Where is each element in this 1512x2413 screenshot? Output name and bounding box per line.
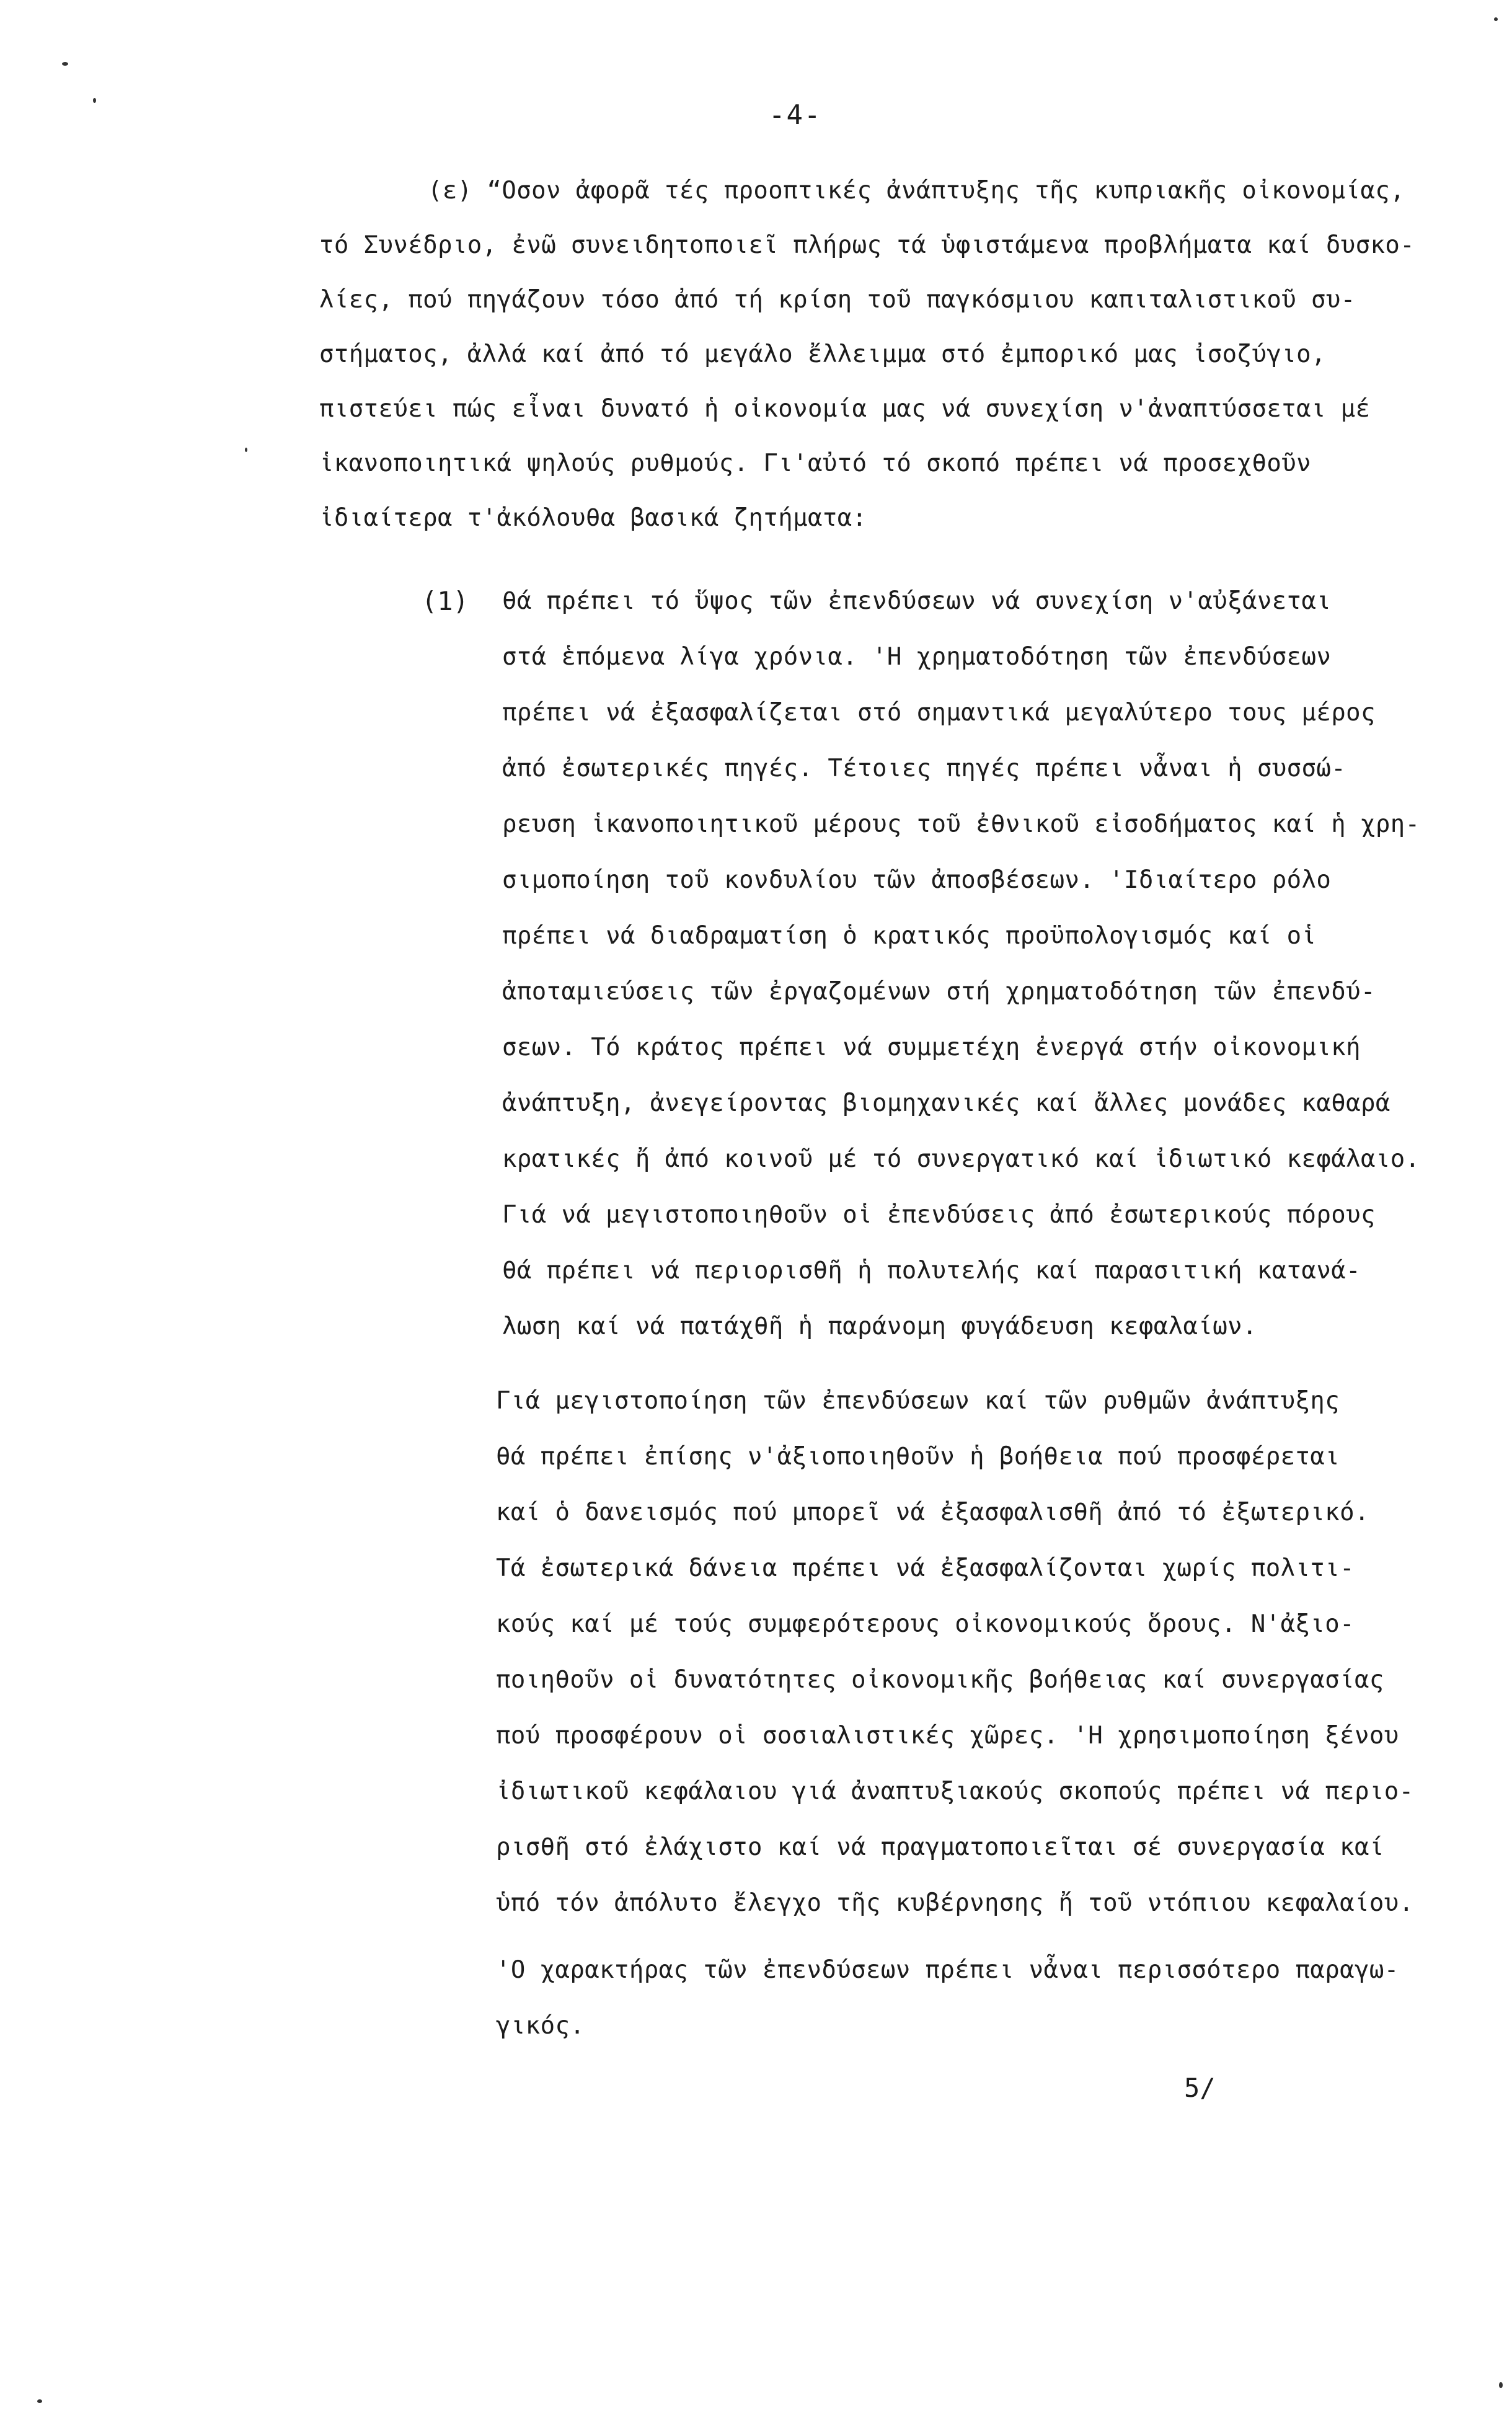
continuation-marker: 5/ [1184, 2073, 1216, 2103]
text-line: σιμοποίηση τοῦ κονδυλίου τῶν ἀποσβέσεων. 'Ιδιαίτερο ρόλο [502, 866, 1332, 894]
text-line: ἀπό ἐσωτερικές πηγές. Τέτοιες πηγές πρέπει νἆναι ἡ συσσώ- [502, 755, 1346, 782]
scan-speck [245, 448, 247, 452]
scan-speck [1494, 17, 1498, 21]
scan-speck [93, 98, 96, 103]
text-line: ρευση ἱκανοποιητικοῦ μέρους τοῦ ἐθνικοῦ εἰσοδήματος καί ἡ χρη- [502, 810, 1420, 838]
text-line: ποιηθοῦν οἱ δυνατότητες οἰκονομικῆς βοήθειας καί συνεργασίας [496, 1666, 1384, 1694]
text-line: καί ὁ δανεισμός πού μπορεῖ νά ἐξασφαλισθῆ ἀπό τό ἐξωτερικό. [496, 1499, 1369, 1526]
text-line: (ε) “Οσον ἀφορᾶ τές προοπτικές ἀνάπτυξης τῆς κυπριακῆς οἰκονομίας, [428, 177, 1405, 205]
scan-speck [37, 2399, 42, 2403]
text-line: ἰδιαίτερα τ'ἀκόλουθα βασικά ζητήματα: [319, 504, 867, 532]
text-line: λίες, πού πηγάζουν τόσο ἀπό τή κρίση τοῦ παγκόσμιου καπιταλιστικοῦ συ- [319, 286, 1356, 314]
item-marker: (1) [422, 586, 469, 616]
text-line: γικός. [496, 2012, 585, 2040]
text-line: ὑπό τόν ἀπόλυτο ἔλεγχο τῆς κυβέρνησης ἤ τοῦ ντόπιου κεφαλαίου. [496, 1889, 1414, 1917]
text-line: πρέπει νά ἐξασφαλίζεται στό σημαντικά μεγαλύτερο τους μέρος [502, 699, 1376, 727]
text-line: θά πρέπει νά περιορισθῆ ἡ πολυτελής καί παρασιτική κατανά- [502, 1257, 1361, 1285]
text-line: στήματος, ἀλλά καί ἀπό τό μεγάλο ἔλλειμμα στό ἐμπορικό μας ἰσοζύγιο, [319, 340, 1326, 368]
text-line: πού προσφέρουν οἱ σοσιαλιστικές χῶρες. 'Η χρησιμοποίηση ξένου [496, 1722, 1399, 1750]
text-line: κούς καί μέ τούς συμφερότερους οἰκονομικούς ὅρους. Ν'ἀξιο- [496, 1610, 1355, 1638]
page-number: -4- [769, 99, 822, 131]
text-line: σεων. Τό κράτος πρέπει νά συμμετέχη ἐνεργά στήν οἰκονομική [502, 1034, 1361, 1061]
text-line: κρατικές ἤ ἀπό κοινοῦ μέ τό συνεργατικό καί ἰδιωτικό κεφάλαιο. [502, 1145, 1420, 1173]
text-line: ἰδιωτικοῦ κεφάλαιου γιά ἀναπτυξιακούς σκοπούς πρέπει νά περιο- [496, 1778, 1414, 1805]
text-line: λωση καί νά πατάχθῆ ἡ παράνομη φυγάδευση κεφαλαίων. [502, 1313, 1257, 1340]
scan-speck [62, 62, 68, 66]
text-line: Γιά μεγιστοποίηση τῶν ἐπενδύσεων καί τῶν ρυθμῶν ἀνάπτυξης [496, 1387, 1340, 1415]
text-line: ρισθῆ στό ἐλάχιστο καί νά πραγματοποιεῖται σέ συνεργασία καί [496, 1833, 1384, 1861]
text-line: θά πρέπει ἐπίσης ν'ἀξιοποιηθοῦν ἡ βοήθεια πού προσφέρεται [496, 1443, 1340, 1471]
text-line: ἀποταμιεύσεις τῶν ἐργαζομένων στή χρηματοδότηση τῶν ἐπενδύ- [502, 978, 1376, 1006]
text-line: ἀνάπτυξη, ἀνεγείροντας βιομηχανικές καί ἄλλες μονάδες καθαρά [502, 1089, 1390, 1117]
text-line: πρέπει νά διαδραματίση ὁ κρατικός προϋπολογισμός καί οἱ [502, 922, 1317, 950]
text-line: θά πρέπει τό ὕψος τῶν ἐπενδύσεων νά συνεχίση ν'αὐξάνεται [502, 587, 1332, 615]
text-line: 'Ο χαρακτήρας τῶν ἐπενδύσεων πρέπει νἆναι περισσότερο παραγω- [496, 1956, 1399, 1984]
text-line: τό Συνέδριο, ἐνῶ συνειδητοποιεῖ πλήρως τά ὑφιστάμενα προβλήματα καί δυσκο- [319, 231, 1415, 259]
text-line: Τά ἐσωτερικά δάνεια πρέπει νά ἐξασφαλίζονται χωρίς πολιτι- [496, 1554, 1355, 1582]
text-line: πιστεύει πώς εἶναι δυνατό ἡ οἰκονομία μας νά συνεχίση ν'ἀναπτύσσεται μέ [319, 395, 1371, 423]
text-line: Γιά νά μεγιστοποιηθοῦν οἱ ἐπενδύσεις ἀπό ἐσωτερικούς πόρους [502, 1201, 1376, 1229]
scan-speck [1499, 2382, 1503, 2388]
text-line: στά ἑπόμενα λίγα χρόνια. 'Η χρηματοδότηση τῶν ἐπενδύσεων [502, 643, 1332, 671]
text-line: ἱκανοποιητικά ψηλούς ρυθμούς. Γι'αὐτό τό σκοπό πρέπει νά προσεχθοῦν [319, 449, 1311, 477]
